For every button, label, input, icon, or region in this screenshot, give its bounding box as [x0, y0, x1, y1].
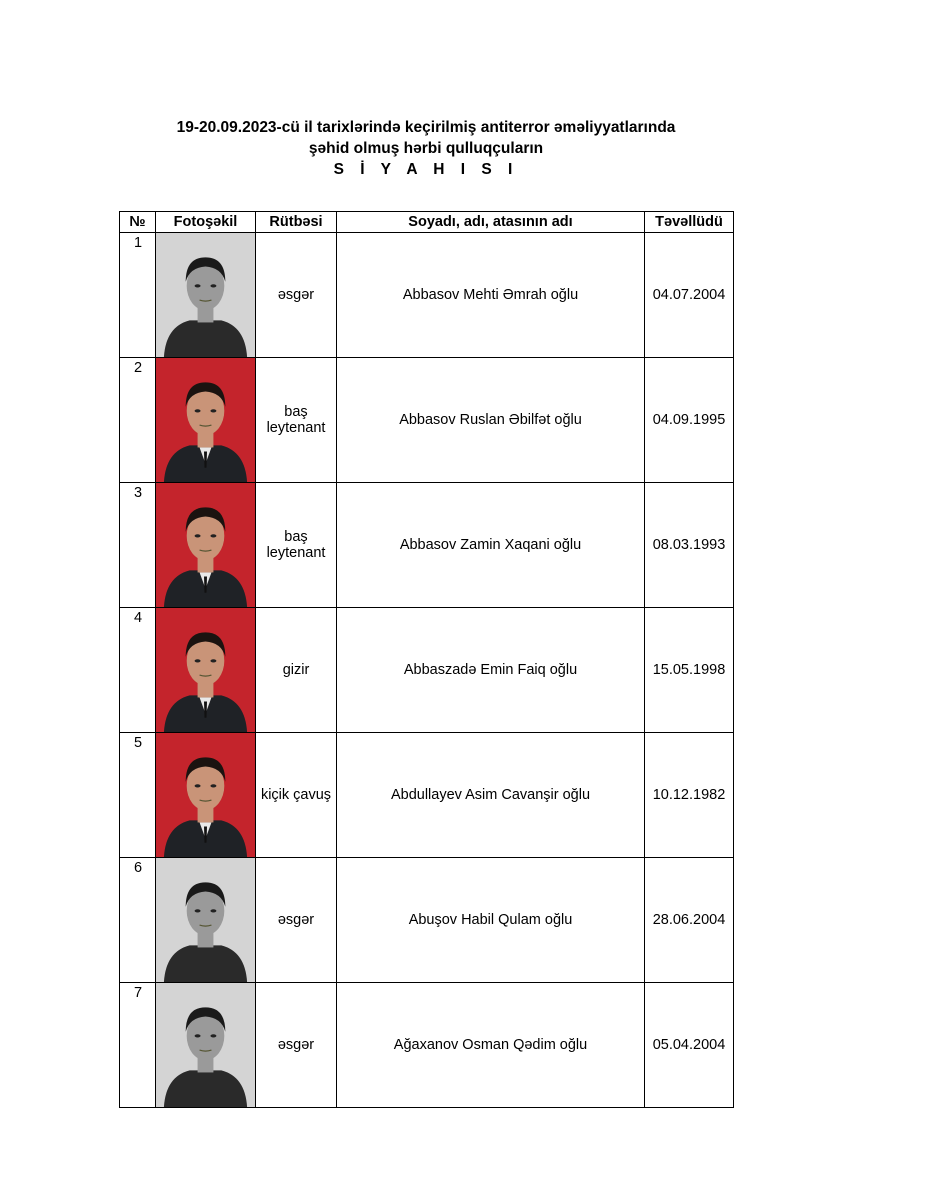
- table-row: [120, 233, 734, 358]
- title-line-2: şəhid olmuş hərbi qulluqçuların: [308, 140, 544, 157]
- name-cell: Ağaxanov Osman Qədim oğlu: [337, 983, 645, 1108]
- portrait-photo-bw: [156, 983, 255, 1107]
- row-number: 1: [120, 233, 156, 358]
- photo-cell: [156, 483, 256, 608]
- portrait-photo-uniform: [156, 483, 255, 607]
- row-number: 5: [120, 733, 156, 858]
- rank-cell: əsgər: [256, 233, 337, 358]
- birthdate-cell: 10.12.1982: [645, 733, 734, 858]
- roster-table: [119, 211, 734, 1108]
- column-header-rank: Rütbəsi: [256, 212, 337, 233]
- photo-cell: [156, 858, 256, 983]
- birthdate-cell: 05.04.2004: [645, 983, 734, 1108]
- rank-cell: əsgər: [256, 983, 337, 1108]
- title-line-3: S İ Y A H I S I: [333, 161, 519, 178]
- name-cell: Abbasov Mehti Əmrah oğlu: [337, 233, 645, 358]
- name-cell: Abuşov Habil Qulam oğlu: [337, 858, 645, 983]
- rank-cell: baş leytenant: [256, 483, 337, 608]
- photo-cell: [156, 608, 256, 733]
- row-number: 3: [120, 483, 156, 608]
- table-row: [120, 358, 734, 483]
- birthdate-cell: 08.03.1993: [645, 483, 734, 608]
- name-cell: Abbasov Ruslan Əbilfət oğlu: [337, 358, 645, 483]
- portrait-photo-bw: [156, 858, 255, 982]
- name-cell: Abbasov Zamin Xaqani oğlu: [337, 483, 645, 608]
- column-header-photo: Fotoşəkil: [156, 212, 256, 233]
- photo-cell: [156, 983, 256, 1108]
- photo-cell: [156, 358, 256, 483]
- birthdate-cell: 15.05.1998: [645, 608, 734, 733]
- name-cell: Abdullayev Asim Cavanşir oğlu: [337, 733, 645, 858]
- column-header-number: №: [120, 212, 156, 233]
- row-number: 7: [120, 983, 156, 1108]
- photo-cell: [156, 733, 256, 858]
- birthdate-cell: 28.06.2004: [645, 858, 734, 983]
- document-title: [0, 117, 852, 180]
- row-number: 2: [120, 358, 156, 483]
- portrait-photo-uniform: [156, 608, 255, 732]
- row-number: 6: [120, 858, 156, 983]
- column-header-name: Soyadı, adı, atasının adı: [337, 212, 645, 233]
- portrait-photo-uniform: [156, 358, 255, 482]
- table-row: [120, 483, 734, 608]
- table-header-row: [120, 212, 734, 233]
- birthdate-cell: 04.09.1995: [645, 358, 734, 483]
- column-header-birthdate: Təvəllüdü: [645, 212, 734, 233]
- table-row: [120, 983, 734, 1108]
- rank-cell: əsgər: [256, 858, 337, 983]
- table-row: [120, 733, 734, 858]
- table-row: [120, 858, 734, 983]
- portrait-photo-uniform: [156, 733, 255, 857]
- portrait-photo-bw: [156, 233, 255, 357]
- table-row: [120, 608, 734, 733]
- photo-cell: [156, 233, 256, 358]
- rank-cell: gizir: [256, 608, 337, 733]
- row-number: 4: [120, 608, 156, 733]
- rank-cell: kiçik çavuş: [256, 733, 337, 858]
- rank-cell: baş leytenant: [256, 358, 337, 483]
- name-cell: Abbaszadə Emin Faiq oğlu: [337, 608, 645, 733]
- title-line-1: 19-20.09.2023-cü il tarixlərində keçirilmiş antiterror əməliyyatlarında: [176, 119, 676, 136]
- birthdate-cell: 04.07.2004: [645, 233, 734, 358]
